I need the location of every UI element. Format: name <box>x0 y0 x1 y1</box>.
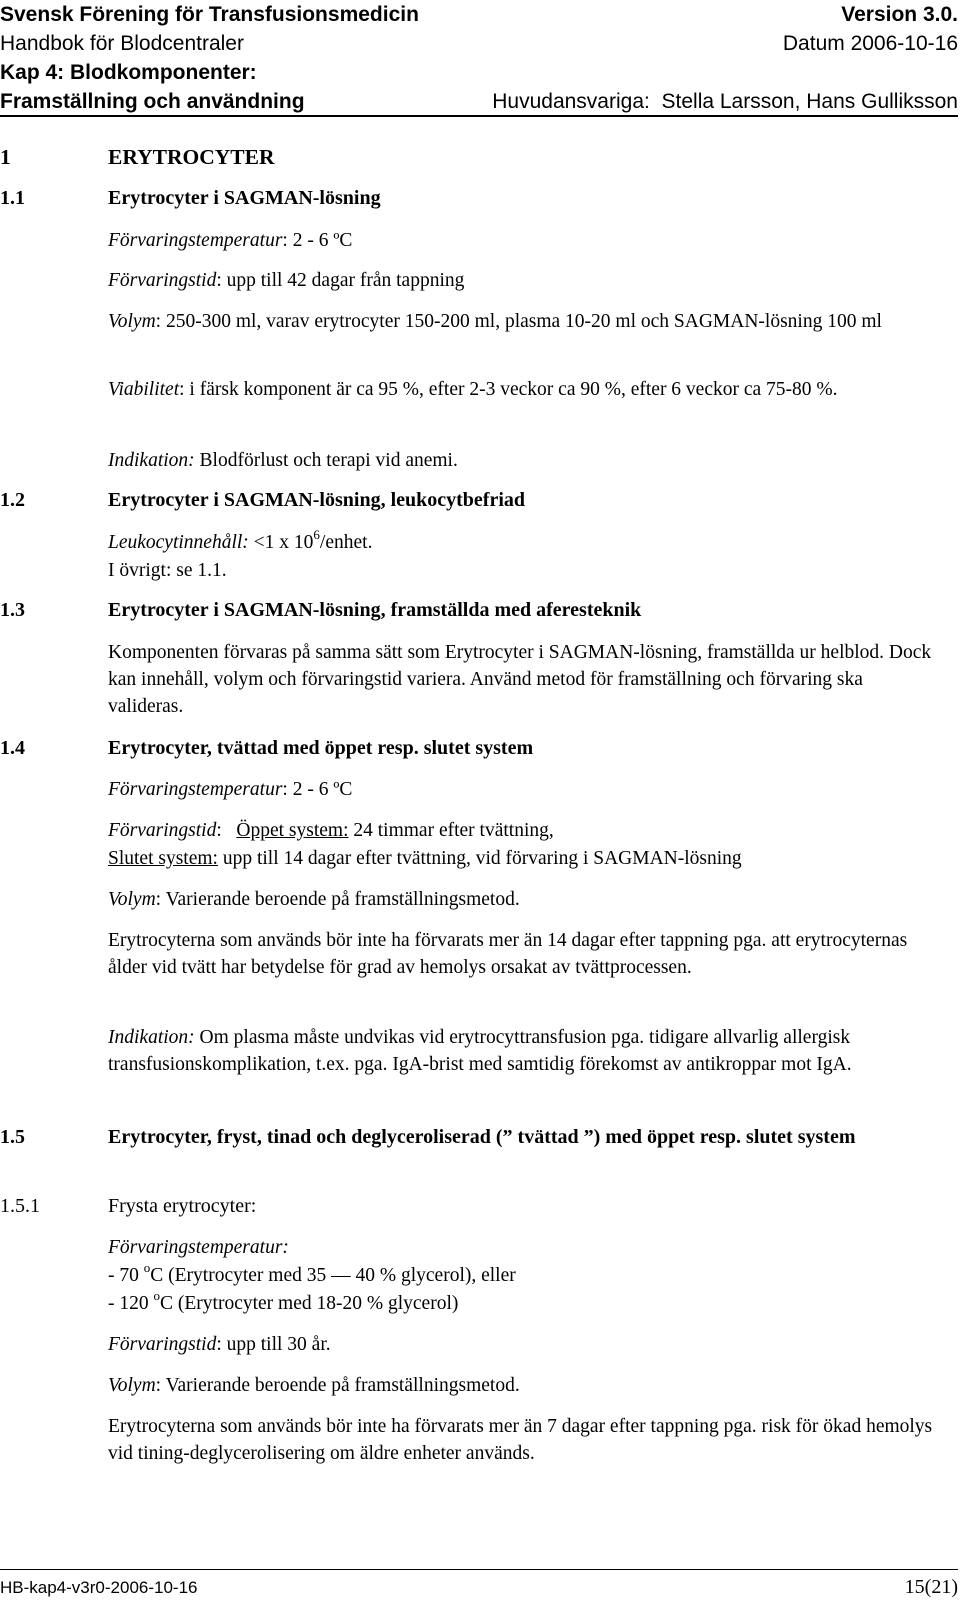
temp-label: Förvaringstemperatur <box>108 779 283 800</box>
time-label: Förvaringstid <box>108 820 217 841</box>
via-label: Viabilitet <box>108 379 180 400</box>
leuk-unit: /enhet. <box>319 532 373 553</box>
s1-5-1-temp-line-2 <box>108 1290 948 1317</box>
temp-label: Förvaringstemperatur <box>108 1237 283 1258</box>
header-version: Version 3.0. <box>841 3 958 26</box>
closed-value: upp till 14 dagar efter tvättning, vid förvaring i SAGMAN-lösning <box>217 848 742 869</box>
section-number: 1.3 <box>0 599 25 621</box>
s1-5-1-paragraph: Erytrocyterna som används bör inte ha förvarats mer än 7 dagar efter tappning pga. risk för ökad hemolys vid tining-deglycerolisering om äldre enheter används. <box>108 1416 933 1464</box>
section-title: Frysta erytrocyter: <box>108 1195 257 1217</box>
time-colon: : <box>216 820 222 841</box>
header-date: Datum 2006-10-16 <box>782 32 958 55</box>
section-title: Erytrocyter, tvättad med öppet resp. slutet system <box>108 737 534 759</box>
vol-label: Volym <box>108 311 156 332</box>
s1-2-leukocyte <box>108 529 948 556</box>
via-value: : i färsk komponent är ca 95 %, efter 2-3 veckor ca 90 %, efter 6 veckor ca 75-80 %. <box>179 379 838 400</box>
s1-1-indication <box>108 447 948 474</box>
header-responsible-names: Stella Larsson, Hans Gulliksson <box>661 90 958 113</box>
vol-label: Volym <box>108 1375 156 1396</box>
section-title: Erytrocyter i SAGMAN-lösning, leukocytbefriad <box>108 489 526 511</box>
s1-4-indication <box>108 1024 948 1078</box>
temp-desc-2: C (Erytrocyter med 18-20 % glycerol) <box>160 1293 459 1314</box>
header-handbook: Handbok för Blodcentraler <box>0 32 244 55</box>
temp-value: : 2 - 6 ºC <box>282 230 353 251</box>
s1-2-other: I övrigt: se 1.1. <box>108 560 227 581</box>
leuk-value: <1 x 10 <box>248 532 314 553</box>
degree-sup: o <box>153 1288 160 1303</box>
header-rule <box>0 115 958 117</box>
time-label: Förvaringstid <box>108 270 217 291</box>
temp-value: : 2 - 6 ºC <box>282 779 353 800</box>
temp-desc-1: C (Erytrocyter med 35 — 40 % glycerol), eller <box>150 1265 516 1286</box>
s1-1-temp <box>108 227 948 254</box>
vol-value: : Varierande beroende på framställningsmetod. <box>155 1375 520 1396</box>
closed-label: Slutet system: <box>108 848 218 869</box>
ind-value: Om plasma måste undvikas vid erytrocyttransfusion pga. tidigare allvarlig allergisk transfusionskomplikation, t.ex. pga. IgA-brist med samtidig förekomst av antikroppar mot IgA. <box>108 1027 852 1075</box>
time-value: : upp till 30 år. <box>216 1334 331 1355</box>
open-label: Öppet system: <box>236 820 349 841</box>
temp-value-1: - 70 <box>108 1265 144 1286</box>
time-value: : upp till 42 dagar från tappning <box>216 270 465 291</box>
header-responsible <box>492 87 958 116</box>
s1-5-1-temp <box>108 1234 948 1261</box>
s1-5-1-volume <box>108 1372 948 1399</box>
temp-value-2: - 120 <box>108 1293 154 1314</box>
s1-1-viability <box>108 376 948 403</box>
section-number: 1.5.1 <box>0 1195 40 1217</box>
ind-label: Indikation: <box>108 1027 195 1048</box>
section-number: 1.4 <box>0 737 25 759</box>
header-org: Svensk Förening för Transfusionsmedicin <box>0 3 419 26</box>
section-number: 1 <box>0 145 11 169</box>
s1-4-time <box>108 817 948 844</box>
section-title: ERYTROCYTER <box>108 145 275 169</box>
section-title: Erytrocyter i SAGMAN-lösning <box>108 187 381 209</box>
section-number: 1.2 <box>0 489 25 511</box>
section-number: 1.1 <box>0 187 25 209</box>
footer-doc-id: HB-kap4-v3r0-2006-10-16 <box>0 1578 198 1597</box>
s1-1-volume <box>108 308 948 335</box>
page-header <box>0 0 958 116</box>
s1-4-paragraph: Erytrocyterna som används bör inte ha förvarats mer än 14 dagar efter tappning pga. att erytrocyternas ålder vid tvätt har betydelse för grad av hemolys orsakat av tvättprocessen. <box>108 930 908 978</box>
section-title: Erytrocyter, fryst, tinad och deglyceroliserad (” tvättad ”) med öppet resp. slutet system <box>108 1126 856 1148</box>
s1-5-1-time <box>108 1331 948 1358</box>
s1-3-text: Komponenten förvaras på samma sätt som Erytrocyter i SAGMAN-lösning, framställda ur helblod. Dock kan innehåll, volym och förvaringstid variera. Använd metod för framställning och förvaring ska valideras. <box>108 642 932 717</box>
ind-value: Blodförlust och terapi vid anemi. <box>194 450 458 471</box>
s1-5-1-temp-line-1 <box>108 1262 948 1289</box>
temp-label: Förvaringstemperatur <box>108 230 283 251</box>
header-chapter: Kap 4: Blodkomponenter: <box>0 61 257 84</box>
header-chapter-sub: Framställning och användning <box>0 90 305 113</box>
page-footer <box>0 1569 958 1601</box>
s1-1-time <box>108 267 948 294</box>
vol-value: : 250-300 ml, varav erytrocyter 150-200 ml, plasma 10-20 ml och SAGMAN-lösning 100 ml <box>155 311 882 332</box>
section-title: Erytrocyter i SAGMAN-lösning, framställda med aferesteknik <box>108 599 642 621</box>
s1-4-temp <box>108 776 948 803</box>
s1-4-volume <box>108 886 948 913</box>
leuk-label: Leukocytinnehåll: <box>108 532 249 553</box>
temp-colon: : <box>282 1237 289 1258</box>
time-label: Förvaringstid <box>108 1334 217 1355</box>
leuk-exponent: 6 <box>313 527 320 542</box>
open-value: 24 timmar efter tvättning, <box>348 820 554 841</box>
degree-sup: o <box>143 1260 151 1275</box>
vol-value: : Varierande beroende på framställningsmetod. <box>155 889 520 910</box>
footer-page-number: 15(21) <box>904 1576 958 1598</box>
header-responsible-label: Huvudansvariga: <box>492 90 650 113</box>
ind-label: Indikation: <box>108 450 195 471</box>
section-number: 1.5 <box>0 1126 25 1148</box>
s1-4-closed <box>108 845 948 872</box>
vol-label: Volym <box>108 889 156 910</box>
